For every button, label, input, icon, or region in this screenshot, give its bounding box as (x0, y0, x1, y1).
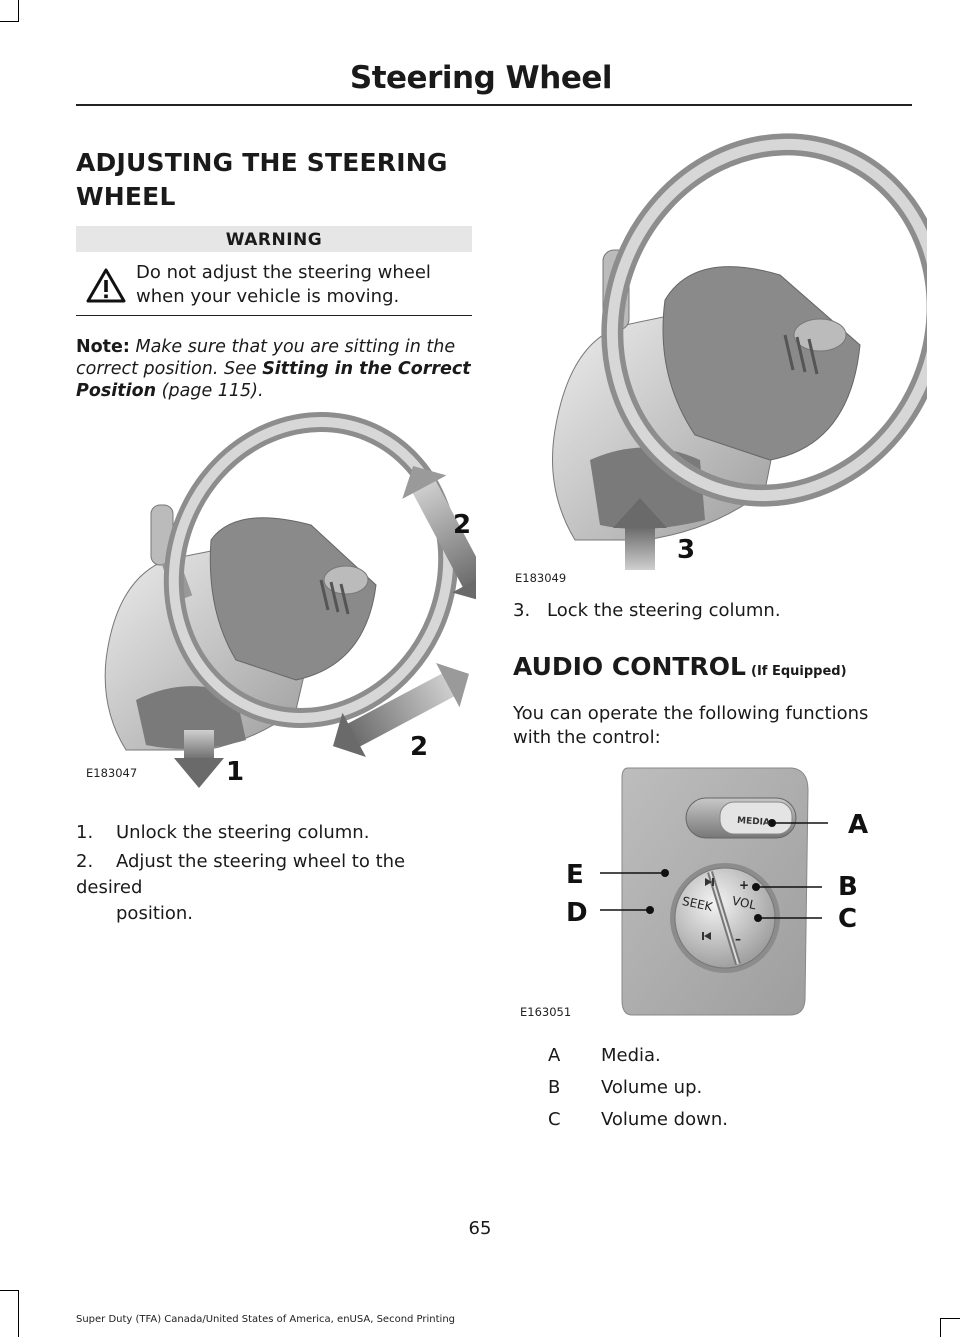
header-rule (76, 104, 912, 106)
section-heading-steering (76, 146, 476, 213)
key-row (548, 1045, 848, 1077)
warning-triangle-icon (86, 268, 126, 308)
crop-mark (0, 21, 19, 22)
edition-line: Super Duty (TFA) Canada/United States of America, enUSA, Second Printing (76, 1314, 456, 1325)
figure-label-2-top: 2 (453, 510, 472, 540)
key-row (548, 1077, 848, 1109)
page-number: 65 (468, 1218, 492, 1239)
note-paragraph (76, 336, 476, 402)
figure-label-1: 1 (226, 757, 245, 787)
callout-b: B (838, 872, 858, 902)
section-title-audio: AUDIO CONTROL (513, 652, 746, 681)
step-item-continuation: position. (116, 903, 194, 924)
key-letter: C (548, 1109, 561, 1130)
section-title-line2: WHEEL (76, 182, 176, 211)
media-button-label[interactable]: MEDIA (736, 815, 771, 829)
key-text: Media. (601, 1045, 661, 1066)
page-header-title: Steering Wheel (349, 60, 612, 96)
audio-intro-line1: You can operate the following functions (513, 703, 869, 724)
audio-intro (513, 702, 913, 750)
warning-rule (76, 315, 472, 316)
step-item: 1. Unlock the steering column. (76, 822, 370, 843)
warning-text: Do not adjust the steering wheel when your vehicle is moving. (136, 262, 431, 307)
figure-label-2-bottom: 2 (410, 732, 429, 762)
note-page-ref: (page 115). (156, 381, 264, 401)
vol-plus-label[interactable]: + (739, 878, 750, 892)
crop-mark (940, 1318, 941, 1337)
crop-mark (940, 1318, 960, 1319)
figure-code-e163051: E163051 (520, 1005, 572, 1019)
key-text: Volume up. (601, 1077, 703, 1098)
key-row (548, 1109, 848, 1141)
step-item: 3. Lock the steering column. (513, 600, 781, 621)
seek-label[interactable]: SEEK (680, 893, 714, 915)
callout-c: C (838, 904, 858, 934)
vol-label[interactable]: VOL (730, 893, 758, 913)
section-title-line1: ADJUSTING THE STEERING (76, 148, 448, 177)
callout-a: A (848, 810, 869, 840)
callout-e: E (566, 860, 584, 890)
key-letter: A (548, 1045, 561, 1066)
key-text: Volume down. (601, 1109, 728, 1130)
figure-steering-adjust (96, 410, 476, 790)
note-link[interactable]: Sitting in the Correct Position (76, 359, 471, 401)
figure-code-e183049: E183049 (515, 571, 567, 585)
warning-label: WARNING (76, 226, 472, 252)
vol-minus-label[interactable]: – (735, 932, 741, 946)
crop-mark (18, 0, 19, 22)
crop-mark (18, 1290, 19, 1337)
note-text: Make sure that you are sitting in the correct position. See (76, 337, 456, 379)
note-label: Note: (76, 337, 130, 357)
section-qualifier: (If Equipped) (751, 664, 847, 679)
section-heading-audio (513, 652, 933, 681)
audio-intro-line2: with the control: (513, 727, 661, 748)
steps-list-1 (76, 820, 476, 927)
key-letter: B (548, 1077, 561, 1098)
callout-key-list (548, 1045, 848, 1141)
figure-steering-lock (515, 130, 927, 590)
figure-audio-control (560, 760, 880, 1020)
crop-mark (0, 1290, 19, 1291)
step-item: 2. Adjust the steering wheel to the desired (76, 851, 406, 898)
figure-label-3: 3 (677, 535, 696, 565)
callout-d: D (566, 898, 588, 928)
figure-code-e183047: E183047 (86, 766, 138, 780)
steps-list-2 (513, 598, 913, 624)
